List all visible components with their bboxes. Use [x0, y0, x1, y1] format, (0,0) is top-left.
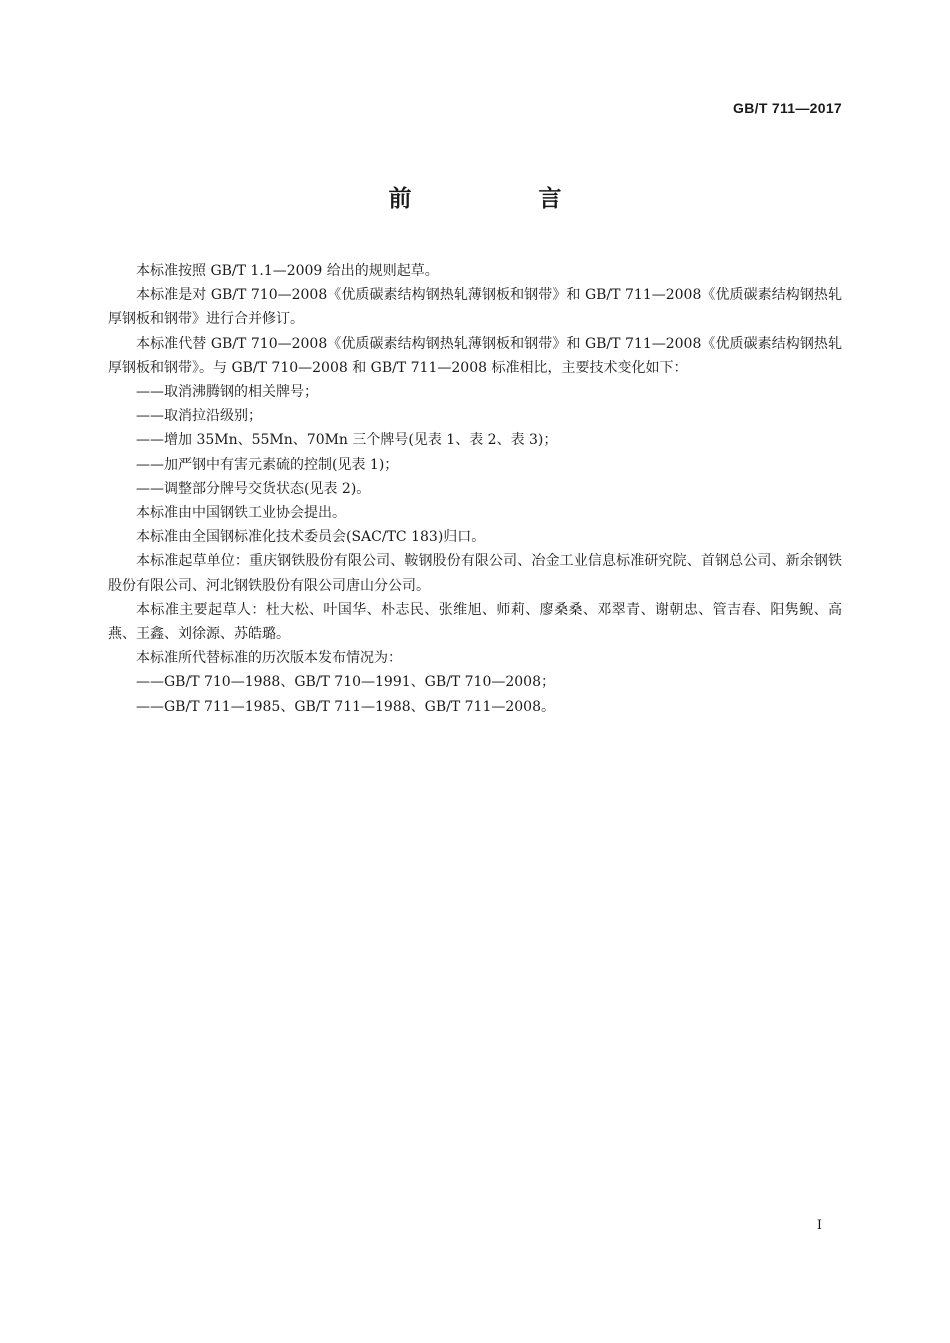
paragraph-history-intro: 本标准所代替标准的历次版本发布情况为：	[136, 650, 402, 667]
change-item: ——调整部分牌号交货状态(见表 2)。	[136, 480, 371, 497]
standard-number: GB/T 711—2017	[733, 100, 842, 116]
change-item: ——取消沸腾钢的相关牌号；	[136, 384, 318, 401]
paragraph-drafting-rules: 本标准按照 GB/T 1.1—2009 给出的规则起草。	[136, 263, 439, 279]
page-number: Ⅰ	[816, 1218, 822, 1233]
paragraph-committee: 本标准由全国钢标准化技术委员会(SAC/TC 183)归口。	[136, 529, 486, 546]
change-item: ——增加 35Mn、55Mn、70Mn 三个牌号(见表 1、表 2、表 3)；	[136, 432, 558, 449]
change-item: ——加严钢中有害元素硫的控制(见表 1)；	[136, 456, 399, 473]
page-title: 前 言	[388, 186, 614, 212]
paragraph-replacement: 本标准代替 GB/T 710—2008《优质碳素结构钢热轧薄钢板和钢带》和 GB/T 711—2008《优质碳素结构钢热轧厚钢板和钢带》。与 GB/T 710—2008 和 GB/T 711—2008 标准相比，主要技术变化如下：	[108, 335, 842, 376]
preface-body	[108, 259, 842, 719]
paragraph-merge-revision: 本标准是对 GB/T 710—2008《优质碳素结构钢热轧薄钢板和钢带》和 GB/T 711—2008《优质碳素结构钢热轧厚钢板和钢带》进行合并修订。	[108, 287, 842, 328]
history-item: ——GB/T 710—1988、GB/T 710—1991、GB/T 710—2008；	[136, 674, 555, 691]
history-item: ——GB/T 711—1985、GB/T 711—1988、GB/T 711—2008。	[136, 698, 555, 715]
paragraph-drafters: 本标准主要起草人：杜大松、叶国华、朴志民、张维旭、师莉、廖桑桑、邓翠青、谢朝忠、管吉春、阳隽鲵、高燕、王鑫、刘徐源、苏皓璐。	[108, 601, 842, 643]
change-item: ——取消拉沿级别；	[136, 408, 262, 425]
paragraph-drafting-units: 本标准起草单位：重庆钢铁股份有限公司、鞍钢股份有限公司、冶金工业信息标准研究院、首钢总公司、新余钢铁股份有限公司、河北钢铁股份有限公司唐山分公司。	[108, 553, 842, 594]
paragraph-proposer: 本标准由中国钢铁工业协会提出。	[136, 505, 346, 522]
